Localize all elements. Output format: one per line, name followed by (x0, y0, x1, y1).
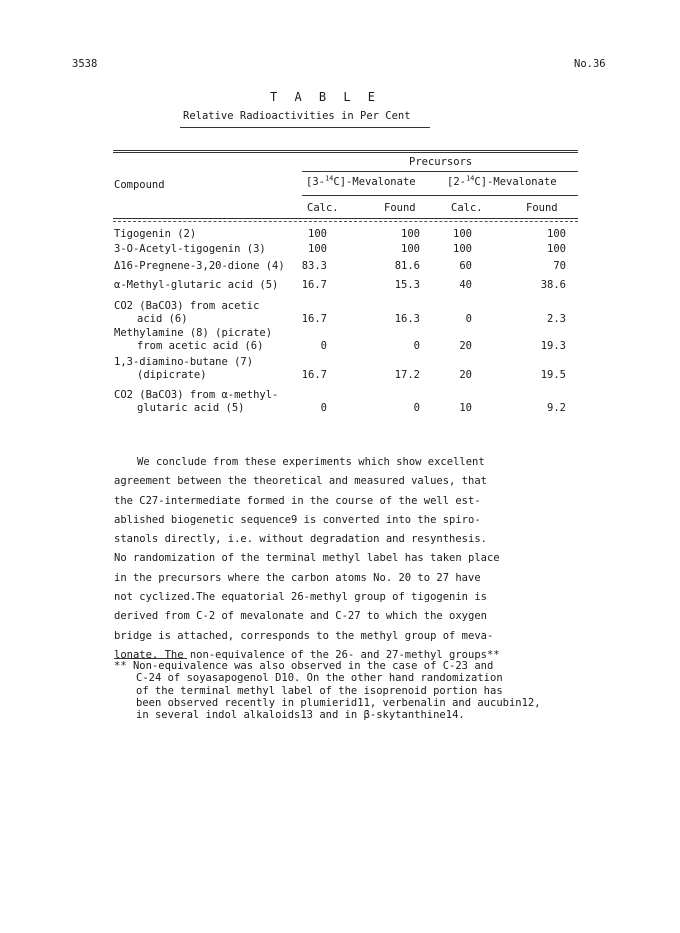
cell-b-calc: 100 (453, 228, 472, 240)
cell-a-calc: 100 (308, 228, 327, 240)
footnote-line: in several indol alkaloids13 and in β-skytanthine14. (136, 709, 465, 722)
cell-b-found: 70 (553, 260, 566, 272)
cell-a-found: 15.3 (394, 279, 420, 291)
cell-a-found: 81.6 (394, 260, 420, 272)
body-line: not cyclized.The equatorial 26-methyl group of tigogenin is (114, 591, 487, 604)
cell-b-found: 100 (547, 228, 566, 240)
body-line: in the precursors where the carbon atoms No. 20 to 27 have (114, 571, 481, 584)
cell-b-calc: 40 (459, 279, 472, 291)
cell-b-calc: 20 (459, 340, 472, 352)
body-line: lonate. The non-equivalence of the 26- and 27-methyl groups** (114, 648, 500, 661)
body-line: bridge is attached, corresponds to the methyl group of meva- (114, 629, 494, 642)
body-line: the C27-intermediate formed in the course of the well est- (114, 494, 481, 507)
compound-name: 1,3-diamino-butane (7) (dipicrate) (114, 356, 254, 381)
calc-header-a: Calc. (307, 202, 339, 214)
caption-underline (180, 127, 430, 128)
footnote (114, 660, 541, 721)
footnote-line: ** Non-equivalence was also observed in the case of C-23 and (114, 660, 494, 672)
calc-header-b: Calc. (451, 202, 483, 214)
body-line: ablished biogenetic sequence9 is converted into the spiro- (114, 513, 481, 526)
cell-b-found: 2.3 (547, 313, 566, 325)
body-line: No randomization of the terminal methyl label has taken place (114, 552, 500, 565)
cell-b-found: 100 (547, 243, 566, 255)
footnote-line: of the terminal methyl label of the isoprenoid portion has (136, 684, 503, 697)
cell-a-calc: 16.7 (301, 313, 327, 325)
compound-name: Tigogenin (2) (114, 228, 197, 240)
cell-b-calc: 10 (459, 402, 472, 414)
cell-a-found: 100 (401, 228, 420, 240)
compound-name: Methylamine (8) (picrate) from acetic acid (6) (114, 327, 273, 352)
cell-a-calc: 0 (320, 402, 327, 414)
table-caption: Relative Radioactivities in Per Cent (183, 110, 411, 122)
compound-name: 3-O-Acetyl-tigogenin (3) (114, 243, 266, 255)
found-header-b: Found (526, 202, 558, 214)
precursors-rule (302, 171, 578, 172)
cell-b-calc: 60 (459, 260, 472, 272)
cell-b-found: 9.2 (547, 402, 566, 414)
header-bottom-rule (113, 218, 578, 219)
cell-a-found: 16.3 (394, 313, 420, 325)
cell-b-found: 19.5 (540, 369, 566, 381)
body-line: agreement between the theoretical and measured values, that (114, 475, 487, 488)
body-line: stanols directly, i.e. without degradation and resynthesis. (114, 533, 487, 546)
cell-a-calc: 16.7 (301, 279, 327, 291)
compound-header: Compound (114, 179, 165, 191)
cell-b-calc: 20 (459, 369, 472, 381)
body-paragraph (114, 453, 564, 665)
cell-a-found: 100 (401, 243, 420, 255)
page-number: 3538 (72, 58, 98, 70)
sub-header-rule (302, 195, 578, 196)
table-top-rule-2 (113, 152, 578, 153)
body-line: We conclude from these experiments which show excellent (137, 456, 485, 468)
compound-name: CO2 (BaCO3) from α-methyl- glutaric acid (5) (114, 389, 279, 414)
header-bottom-dashed-rule (113, 221, 578, 222)
compound-name: CO2 (BaCO3) from acetic acid (6) (114, 300, 260, 325)
precursors-header: Precursors (409, 156, 473, 168)
cell-b-calc: 0 (465, 313, 472, 325)
cell-a-calc: 0 (320, 340, 327, 352)
table-title: T A B L E (270, 90, 381, 104)
compound-name: α-Methyl-glutaric acid (5) (114, 279, 279, 291)
compound-name: Δ16-Pregnene-3,20-dione (4) (114, 260, 285, 272)
precursor-2-mevalonate-header: [2-$^{14}$C]-Mevalonate (447, 174, 557, 188)
cell-a-calc: 100 (308, 243, 327, 255)
precursor-3-mevalonate-header: [3-$^{14}$C]-Mevalonate (306, 174, 416, 188)
cell-b-calc: 100 (453, 243, 472, 255)
cell-b-found: 38.6 (540, 279, 566, 291)
cell-a-calc: 16.7 (301, 369, 327, 381)
footnote-line: C-24 of soyasapogenol D10. On the other hand randomization (136, 672, 503, 685)
table-top-rule (113, 150, 578, 151)
body-line: derived from C-2 of mevalonate and C-27 to which the oxygen (114, 610, 487, 623)
cell-a-calc: 83.3 (301, 260, 327, 272)
cell-a-found: 17.2 (394, 369, 420, 381)
issue-number: No.36 (574, 58, 606, 70)
footnote-rule (114, 658, 187, 659)
cell-b-found: 19.3 (540, 340, 566, 352)
footnote-line: been observed recently in plumierid11, verbenalin and aucubin12, (136, 696, 541, 709)
cell-a-found: 0 (413, 340, 420, 352)
cell-a-found: 0 (413, 402, 420, 414)
found-header-a: Found (384, 202, 416, 214)
